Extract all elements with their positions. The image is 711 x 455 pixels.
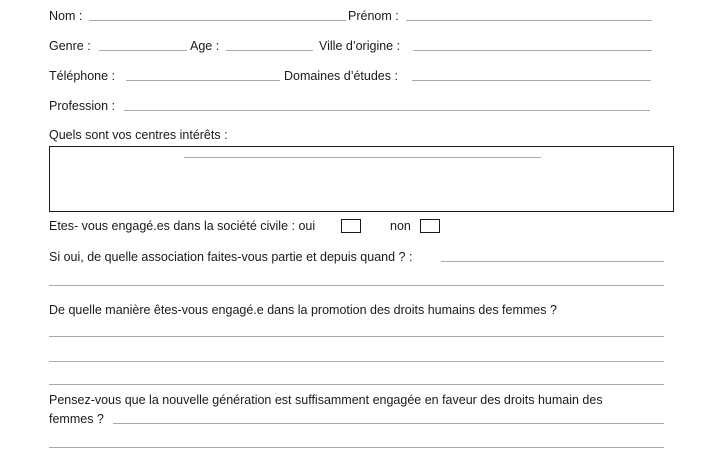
nom-field[interactable] xyxy=(89,20,346,21)
generation-question-line2: femmes ? xyxy=(49,412,104,426)
domaines-field[interactable] xyxy=(412,80,651,81)
profession-field[interactable] xyxy=(124,110,650,111)
nom-label: Nom : xyxy=(49,9,83,23)
non-checkbox[interactable] xyxy=(420,219,440,233)
generation-field-line1[interactable] xyxy=(113,423,664,424)
telephone-field[interactable] xyxy=(126,80,280,81)
genre-field[interactable] xyxy=(99,50,187,51)
profession-label: Profession : xyxy=(49,99,116,113)
ville-label: Ville d’origine : xyxy=(319,39,401,53)
age-label: Age : xyxy=(190,39,220,53)
promotion-field-line3[interactable] xyxy=(49,384,664,385)
association-field-line2[interactable] xyxy=(49,285,664,286)
association-question: Si oui, de quelle association faites-vous partie et depuis quand ? : xyxy=(49,250,413,264)
promotion-field-line1[interactable] xyxy=(49,336,664,337)
promotion-field-line2[interactable] xyxy=(49,361,664,362)
prenom-field[interactable] xyxy=(406,20,652,21)
engage-question: Etes- vous engagé.es dans la société civile : oui xyxy=(49,219,316,233)
prenom-label: Prénom : xyxy=(348,9,399,23)
telephone-label: Téléphone : xyxy=(49,69,116,83)
interets-dotted-line xyxy=(184,157,541,158)
generation-question-line1: Pensez-vous que la nouvelle génération est suffisamment engagée en faveur des droits humain des xyxy=(49,393,603,407)
oui-checkbox[interactable] xyxy=(341,219,361,233)
association-field[interactable] xyxy=(441,261,664,262)
generation-field-line2[interactable] xyxy=(49,447,664,448)
genre-label: Genre : xyxy=(49,39,91,53)
ville-field[interactable] xyxy=(413,50,652,51)
promotion-question: De quelle manière êtes-vous engagé.e dans la promotion des droits humains des femmes ? xyxy=(49,303,557,317)
non-label: non xyxy=(390,219,411,233)
age-field[interactable] xyxy=(226,50,313,51)
domaines-label: Domaines d’études : xyxy=(284,69,398,83)
interets-textbox[interactable] xyxy=(49,146,674,212)
interets-label: Quels sont vos centres intérêts : xyxy=(49,128,228,142)
